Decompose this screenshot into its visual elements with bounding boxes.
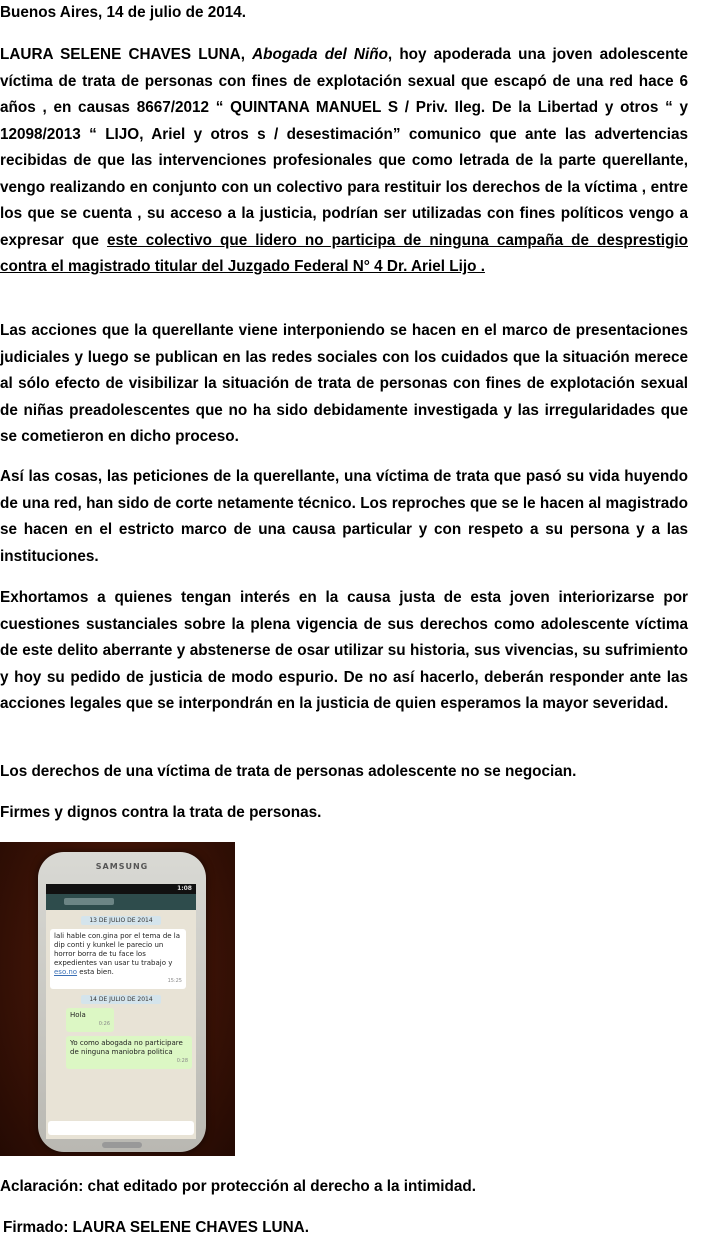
- day-chip-2: 14 DE JULIO DE 2014: [81, 995, 161, 1004]
- redacted-contact: [64, 898, 114, 905]
- day-chip-1: 13 DE JULIO DE 2014: [81, 916, 161, 925]
- chat-header: [46, 894, 196, 910]
- phone-chat-photo: [0, 842, 235, 1156]
- paragraph-6: Firmes y dignos contra la trata de personas.: [0, 804, 322, 821]
- phone-screen: [46, 884, 196, 1139]
- home-button: [102, 1142, 142, 1148]
- phone-device: [38, 852, 206, 1152]
- message-input-bar: [48, 1121, 194, 1135]
- status-time: 1:08: [177, 885, 192, 892]
- signature: Firmado: LAURA SELENE CHAVES LUNA.: [3, 1219, 309, 1236]
- underlined-statement: este colectivo que lidero no participa de ninguna campaña de desprestigio contra el magistrado titular del Juzgado Federal N° 4 Dr. Ariel Lijo .: [0, 231, 688, 275]
- date-line: Buenos Aires, 14 de julio de 2014.: [0, 4, 246, 21]
- paragraph-2: Las acciones que la querellante viene interponiendo se hacen en el marco de presentaciones judiciales y luego se publican en las redes sociales con los cuidados que la situación merece al sólo efecto de visibilizar la situación de trata de personas con fines de explotación sexual de niñas preadolescentes que no ha sido debidamente investigada y las irregularidades que se cometieron en dicho proceso.: [0, 322, 688, 445]
- paragraph-1-text: , hoy apoderada una joven adolescente víctima de trata de personas con fines de explotación sexual que escapó de una red hace 6 años , en causas 8667/2012 “ QUINTANA MANUEL S / Priv. Ileg. De la Libertad y otros “ y 12098/2013 “ LIJO, Ariel y otros s / desestimación” comunico que ante las advertencias recibidas de que las intervenciones profesionales que como letrada de la parte querellante, vengo realizando en conjunto con un colectivo para restituir los derechos de la víctima , entre los que se cuenta , su acceso a la justicia, podrían ser utilizadas con fines políticos vengo a expresar que: [0, 46, 689, 249]
- message-time: 15:25: [167, 978, 182, 984]
- paragraph-5: Los derechos de una víctima de trata de personas adolescente no se negocian.: [0, 763, 577, 780]
- paragraph-3: Así las cosas, las peticiones de la querellante, una víctima de trata que pasó su vida huyendo de una red, han sido de corte netamente técnico. Los reproches que se le hacen al magistrado se hacen en el estricto marco de una causa particular y con respeto a su persona y a las instituciones.: [0, 468, 688, 565]
- status-bar: [46, 884, 196, 894]
- paragraph-1: [0, 42, 688, 281]
- author-name: LAURA SELENE CHAVES LUNA,: [0, 46, 245, 63]
- outgoing-message: Yo como abogada no participare de ninguna maniobra politica 0:28: [66, 1036, 192, 1069]
- author-role: Abogada del Niño: [252, 46, 388, 63]
- phone-brand: SAMSUNG: [95, 862, 149, 871]
- clarification-note: Aclaración: chat editado por protección al derecho a la intimidad.: [0, 1178, 477, 1195]
- paragraph-4: Exhortamos a quienes tengan interés en la causa justa de esta joven interiorizarse por cuestiones sustanciales sobre la plena vigencia de sus derechos como adolescente víctima de este delito aberrante y abstenerse de osar utilizar su historia, sus vivencias, su sufrimiento y hoy su pedido de justicia de modo espurio. De no así hacerlo, deberán responder ante las acciones legales que se interpondrán en la justicia de quien esperamos la mayor severidad.: [0, 589, 688, 712]
- outgoing-message-hola: Hola 0:26: [66, 1008, 114, 1032]
- incoming-message: lali hable con.gina por el tema de la dip conti y kunkel le parecio un horror borra de tu face los expedientes van usar tu trabajo y eso.no esta bien. 15:25: [50, 929, 186, 989]
